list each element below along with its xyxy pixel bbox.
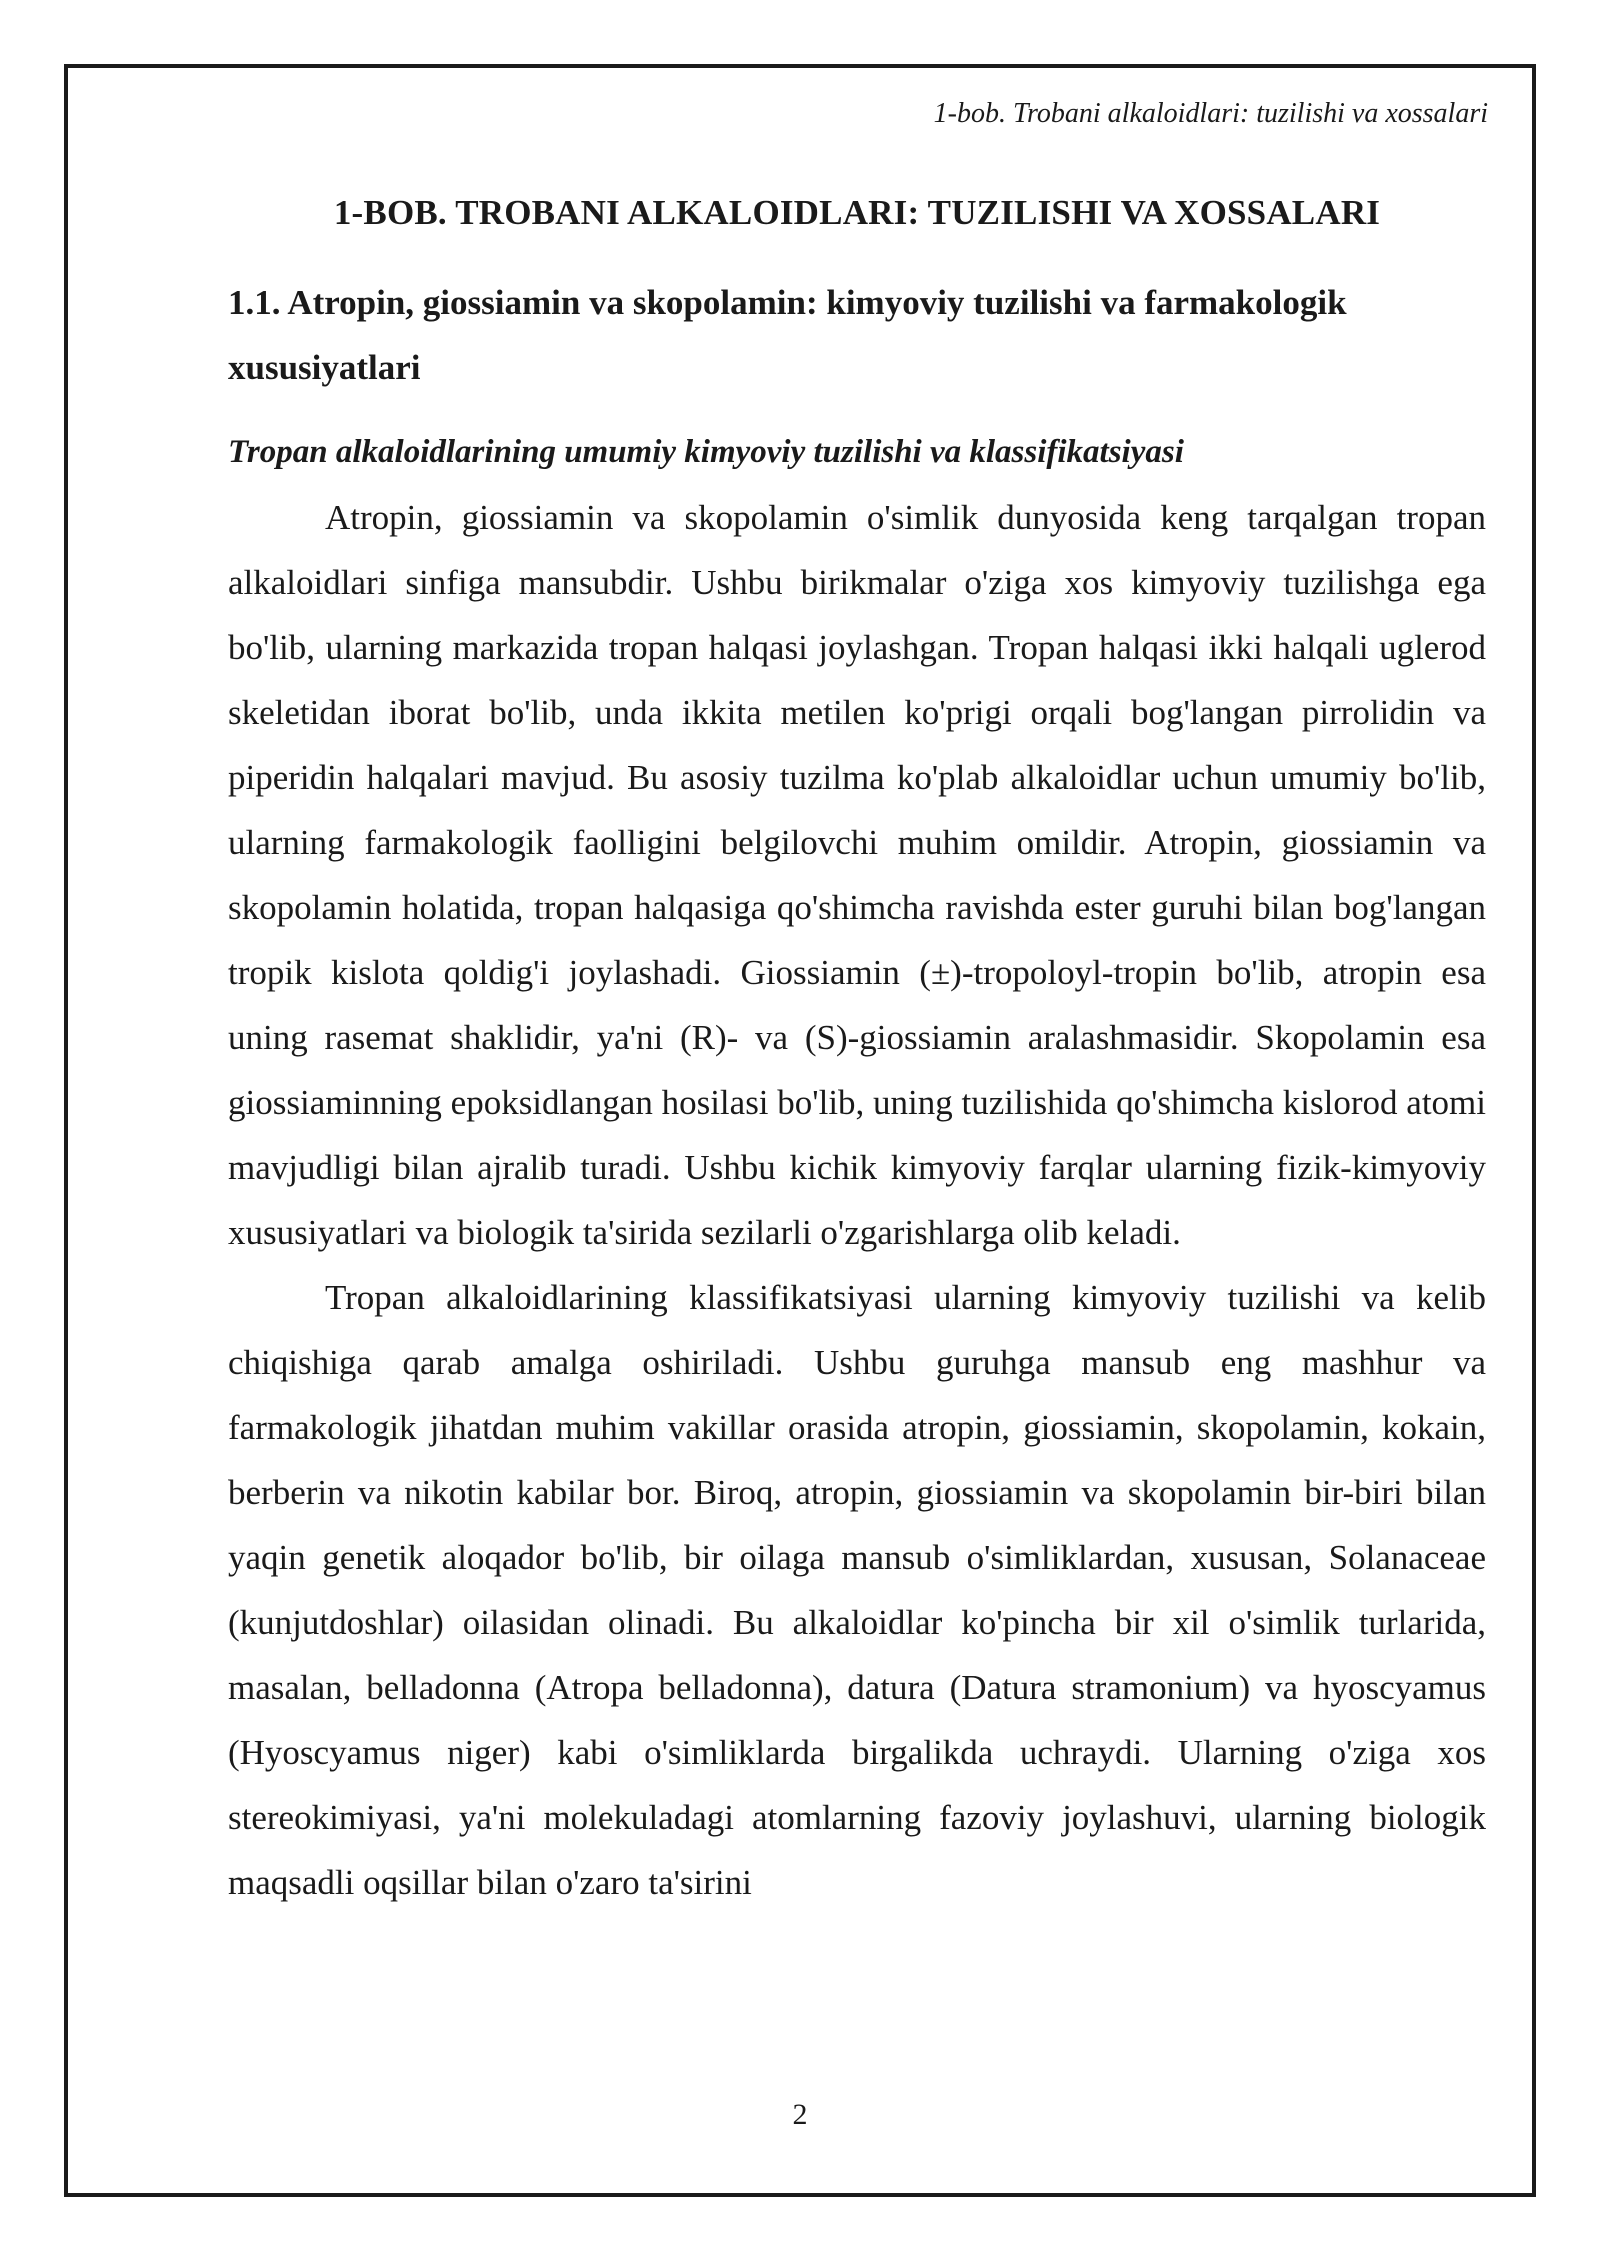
body-paragraph: Atropin, giossiamin va skopolamin o'simlik dunyosida keng tarqalgan tropan alkaloidlari sinfiga mansubdir. Ushbu birikmalar o'ziga xos kimyoviy tuzilishga ega bo'lib, ularning markazida tropan halqasi joylashgan. Tropan halqasi ikki halqali uglerod skeletidan iborat bo'lib, unda ikkita metilen ko'prigi orqali bog'langan pirrolidin va piperidin halqalari mavjud. Bu asosiy tuzilma ko'plab alkaloidlar uchun umumiy bo'lib, ularning farmakologik faolligini belgilovchi muhim omildir. Atropin, giossiamin va skopolamin holatida, tropan halqasiga qo'shimcha ravishda ester guruhi bilan bog'langan tropik kislota qoldig'i joylashadi. Giossiamin (±)-tropoloyl-tropin bo'lib, atropin esa uning rasemat shaklidir, ya'ni (R)- va (S)-giossiamin aralashmasidir. Skopolamin esa giossiaminning epoksidlangan hosilasi bo'lib, uning tuzilishida qo'shimcha kislorod atomi mavjudligi bilan ajralib turadi. Ushbu kichik kimyoviy farqlar ularning fizik-kimyoviy xususiyatlari va biologik ta'sirida sezilarli o'zgarishlarga olib keladi. (228, 498, 1486, 1252)
page-content (228, 180, 1486, 1915)
chapter-title: 1-BOB. TROBANI ALKALOIDLARI: TUZILISHI VA XOSSALARI (333, 193, 1381, 232)
body-paragraph: Tropan alkaloidlarining klassifikatsiyasi ularning kimyoviy tuzilishi va kelib chiqishiga qarab amalga oshiriladi. Ushbu guruhga mansub eng mashhur va farmakologik jihatdan muhim vakillar orasida atropin, giossiamin, skopolamin, kokain, berberin va nikotin kabilar bor. Biroq, atropin, giossiamin va skopolamin bir-biri bilan yaqin genetik aloqador bo'lib, bir oilaga mansub o'simliklardan, xususan, Solanaceae (kunjutdoshlar) oilasidan olinadi. Bu alkaloidlar ko'pincha bir xil o'simlik turlarida, masalan, belladonna (Atropa belladonna), datura (Datura stramonium) va hyoscyamus (Hyoscyamus niger) kabi o'simliklarda birgalikda uchraydi. Ularning o'ziga xos stereokimiyasi, ya'ni molekuladagi atomlarning fazoviy joylashuvi, ularning biologik maqsadli oqsillar bilan o'zaro ta'sirini (228, 1278, 1486, 1902)
running-header: 1-bob. Trobani alkaloidlari: tuzilishi va xossalari (933, 98, 1488, 129)
page-number: 2 (792, 2098, 808, 2131)
subsection-title: Tropan alkaloidlarining umumiy kimyoviy tuzilishi va klassifikatsiyasi (228, 434, 1184, 470)
section-title: 1.1. Atropin, giossiamin va skopolamin: kimyoviy tuzilishi va farmakologik xususiyatlari (228, 283, 1347, 387)
